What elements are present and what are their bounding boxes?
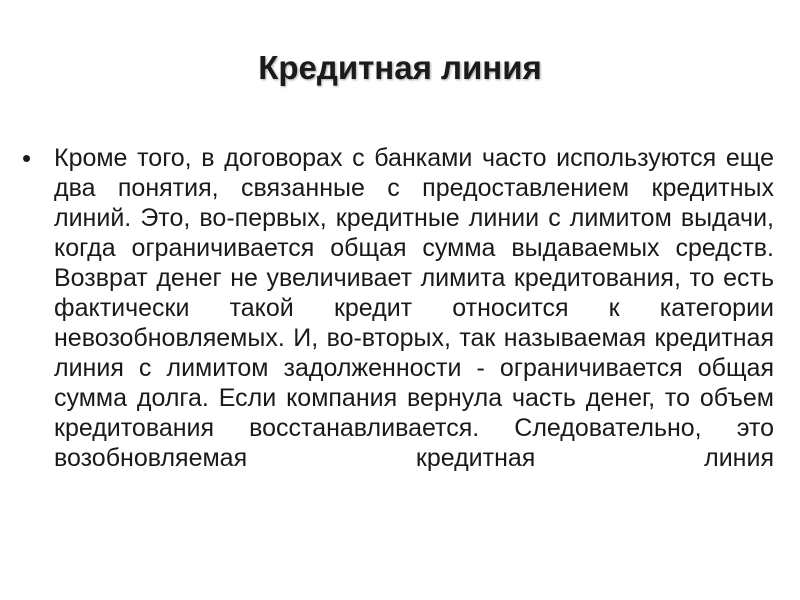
bullet-text: Кроме того, в договорах с банками часто используются еще два понятия, связанные с предоставлением кредитных линий. Это, во-первых, кредитные линии с лимитом выдачи, когда ограничивается общая сумма выдаваемых средств. Возврат денег не увеличивает лимита кредитования, то есть фактически такой кредит относится к категории невозобновляемых. И, во-вторых, так называемая кредитная линия с лимитом задолженности - ограничивается общая сумма долга. Если компания вернула часть денег, то объем кредитования восстанавливается. Следовательно, это возобновляемая кредитная линия: [54, 144, 774, 472]
bullet-icon: •: [22, 143, 32, 173]
slide-content: [22, 143, 774, 473]
slide-title: Кредитная линия: [258, 49, 542, 86]
bullet-item: [22, 143, 774, 473]
